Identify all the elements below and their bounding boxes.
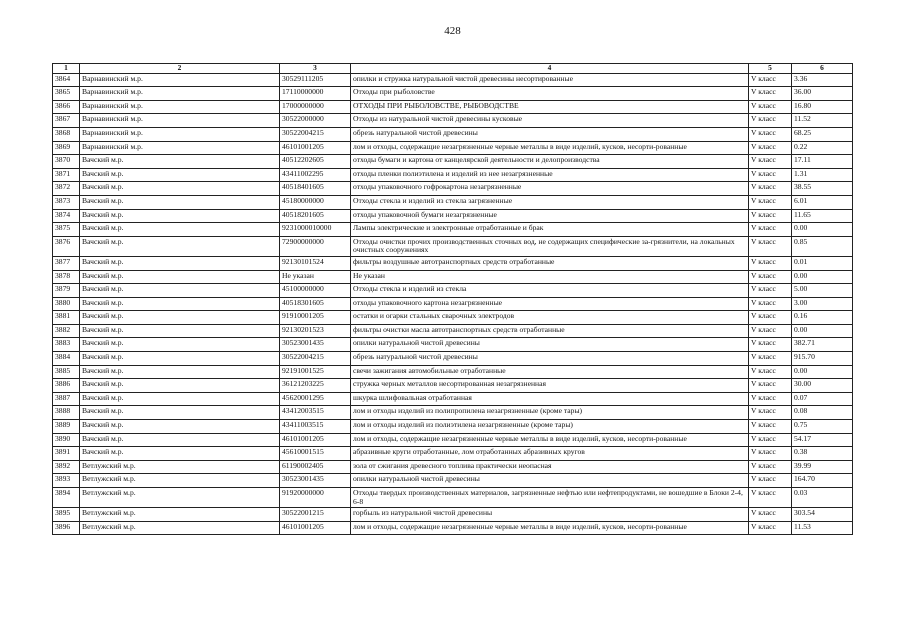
row-number-cell: 3865 [53, 87, 80, 101]
waste-description-cell: лом и отходы, содержащие незагрязненные черные металлы в виде изделий, кусков, несорти-рованные [351, 141, 749, 155]
waste-code-cell: 40518201605 [280, 209, 351, 223]
row-number-cell: 3895 [53, 508, 80, 522]
row-number-cell: 3880 [53, 297, 80, 311]
row-number-cell: 3866 [53, 100, 80, 114]
amount-cell: 38.55 [792, 182, 853, 196]
waste-code-cell: 30522004215 [280, 127, 351, 141]
row-number-cell: 3877 [53, 256, 80, 270]
page-number: 428 [444, 25, 461, 37]
table-row [53, 141, 853, 155]
table-row [53, 284, 853, 298]
table-row [53, 73, 853, 87]
waste-description-cell: Отходы из натуральной чистой древесины кусковые [351, 114, 749, 128]
table-row [53, 223, 853, 237]
table-row [53, 256, 853, 270]
waste-description-cell: Отходы очистки прочих производственных сточных вод, не содержащих специфические за-грязнители, на локальных очистных сооружениях [351, 236, 749, 256]
table-row [53, 338, 853, 352]
amount-cell: 68.25 [792, 127, 853, 141]
waste-code-cell: Не указан [280, 270, 351, 284]
district-cell: Вачский м.р. [80, 209, 280, 223]
waste-description-cell: лом и отходы, содержащие незагрязненные черные металлы в виде изделий, кусков, несорти-рованные [351, 433, 749, 447]
waste-description-cell: отходы упаковочного гофрокартона незагрязненные [351, 182, 749, 196]
hazard-class-cell: V класс [749, 406, 792, 420]
row-number-cell: 3884 [53, 352, 80, 366]
table-row [53, 297, 853, 311]
waste-code-cell: 92191001525 [280, 365, 351, 379]
table-row [53, 324, 853, 338]
district-cell: Вачский м.р. [80, 270, 280, 284]
district-cell: Вачский м.р. [80, 352, 280, 366]
hazard-class-cell: V класс [749, 521, 792, 535]
hazard-class-cell: V класс [749, 87, 792, 101]
waste-description-cell: Отходы при рыболовстве [351, 87, 749, 101]
table-row [53, 460, 853, 474]
waste-code-cell: 30523001435 [280, 338, 351, 352]
row-number-cell: 3894 [53, 488, 80, 508]
row-number-cell: 3896 [53, 521, 80, 535]
hazard-class-cell: V класс [749, 297, 792, 311]
waste-code-cell: 30523001435 [280, 474, 351, 488]
table-row [53, 508, 853, 522]
district-cell: Вачский м.р. [80, 324, 280, 338]
table-row [53, 521, 853, 535]
table-row [53, 127, 853, 141]
row-number-cell: 3868 [53, 127, 80, 141]
waste-description-cell: опилки натуральной чистой древесины [351, 474, 749, 488]
hazard-class-cell: V класс [749, 379, 792, 393]
amount-cell: 11.53 [792, 521, 853, 535]
amount-cell: 3.36 [792, 73, 853, 87]
amount-cell: 11.52 [792, 114, 853, 128]
row-number-cell: 3870 [53, 155, 80, 169]
waste-code-cell: 45610001515 [280, 447, 351, 461]
row-number-cell: 3892 [53, 460, 80, 474]
waste-description-cell: ОТХОДЫ ПРИ РЫБОЛОВСТВЕ, РЫБОВОДСТВЕ [351, 100, 749, 114]
amount-cell: 0.85 [792, 236, 853, 256]
row-number-cell: 3869 [53, 141, 80, 155]
table-row [53, 420, 853, 434]
hazard-class-cell: V класс [749, 324, 792, 338]
hazard-class-cell: V класс [749, 209, 792, 223]
hazard-class-cell: V класс [749, 270, 792, 284]
waste-description-cell: шкурка шлифовальная отработанная [351, 392, 749, 406]
district-cell: Вачский м.р. [80, 284, 280, 298]
district-cell: Вачский м.р. [80, 447, 280, 461]
table-row [53, 392, 853, 406]
district-cell: Вачский м.р. [80, 379, 280, 393]
amount-cell: 0.38 [792, 447, 853, 461]
waste-code-cell: 61190002405 [280, 460, 351, 474]
amount-cell: 303.54 [792, 508, 853, 522]
table-row [53, 114, 853, 128]
district-cell: Варнавинский м.р. [80, 114, 280, 128]
district-cell: Вачский м.р. [80, 155, 280, 169]
district-cell: Вачский м.р. [80, 311, 280, 325]
waste-description-cell: абразивные круги отработанные, лом отработанных абразивных кругов [351, 447, 749, 461]
waste-code-cell: 46101001205 [280, 141, 351, 155]
hazard-class-cell: V класс [749, 508, 792, 522]
district-cell: Варнавинский м.р. [80, 141, 280, 155]
row-number-cell: 3888 [53, 406, 80, 420]
table-row [53, 182, 853, 196]
waste-code-cell: 46101001205 [280, 433, 351, 447]
district-cell: Вачский м.р. [80, 168, 280, 182]
table-row [53, 209, 853, 223]
hazard-class-cell: V класс [749, 392, 792, 406]
district-cell: Вачский м.р. [80, 182, 280, 196]
table-row [53, 365, 853, 379]
row-number-cell: 3891 [53, 447, 80, 461]
district-cell: Вачский м.р. [80, 195, 280, 209]
row-number-cell: 3864 [53, 73, 80, 87]
table-row [53, 195, 853, 209]
amount-cell: 0.01 [792, 256, 853, 270]
column-header: 6 [792, 64, 853, 74]
amount-cell: 0.03 [792, 488, 853, 508]
hazard-class-cell: V класс [749, 182, 792, 196]
row-number-cell: 3893 [53, 474, 80, 488]
column-header: 1 [53, 64, 80, 74]
waste-code-cell: 30522000000 [280, 114, 351, 128]
waste-code-cell: 9231000010000 [280, 223, 351, 237]
waste-code-cell: 30529111205 [280, 73, 351, 87]
hazard-class-cell: V класс [749, 236, 792, 256]
district-cell: Варнавинский м.р. [80, 127, 280, 141]
row-number-cell: 3873 [53, 195, 80, 209]
waste-description-cell: Лампы электрические и электронные отработанные и брак [351, 223, 749, 237]
waste-description-cell: обрезь натуральной чистой древесины [351, 127, 749, 141]
waste-description-cell: отходы упаковочного картона незагрязненные [351, 297, 749, 311]
waste-description-cell: зола от сжигания древесного топлива практически неопасная [351, 460, 749, 474]
amount-cell: 30.00 [792, 379, 853, 393]
amount-cell: 39.99 [792, 460, 853, 474]
hazard-class-cell: V класс [749, 474, 792, 488]
row-number-cell: 3887 [53, 392, 80, 406]
hazard-class-cell: V класс [749, 338, 792, 352]
row-number-cell: 3879 [53, 284, 80, 298]
amount-cell: 382.71 [792, 338, 853, 352]
amount-cell: 0.00 [792, 365, 853, 379]
row-number-cell: 3876 [53, 236, 80, 256]
table-row [53, 87, 853, 101]
amount-cell: 17.11 [792, 155, 853, 169]
row-number-cell: 3875 [53, 223, 80, 237]
amount-cell: 11.65 [792, 209, 853, 223]
table-row [53, 168, 853, 182]
district-cell: Вачский м.р. [80, 256, 280, 270]
row-number-cell: 3882 [53, 324, 80, 338]
hazard-class-cell: V класс [749, 195, 792, 209]
hazard-class-cell: V класс [749, 284, 792, 298]
waste-code-cell: 17000000000 [280, 100, 351, 114]
waste-description-cell: лом и отходы, содержащие незагрязненные черные металлы в виде изделий, кусков, несорти-рованные [351, 521, 749, 535]
district-cell: Ветлужский м.р. [80, 474, 280, 488]
waste-description-cell: стружка черных металлов несортированная незагрязненная [351, 379, 749, 393]
table-row [53, 433, 853, 447]
hazard-class-cell: V класс [749, 433, 792, 447]
amount-cell: 16.80 [792, 100, 853, 114]
hazard-class-cell: V класс [749, 73, 792, 87]
waste-code-cell: 43412003515 [280, 406, 351, 420]
table-row [53, 270, 853, 284]
waste-code-cell: 72900000000 [280, 236, 351, 256]
waste-code-cell: 17110000000 [280, 87, 351, 101]
amount-cell: 0.75 [792, 420, 853, 434]
hazard-class-cell: V класс [749, 447, 792, 461]
waste-code-cell: 45100000000 [280, 284, 351, 298]
waste-code-cell: 43411003515 [280, 420, 351, 434]
hazard-class-cell: V класс [749, 127, 792, 141]
hazard-class-cell: V класс [749, 141, 792, 155]
waste-code-cell: 30522001215 [280, 508, 351, 522]
district-cell: Вачский м.р. [80, 406, 280, 420]
waste-description-cell: Не указан [351, 270, 749, 284]
column-header: 2 [80, 64, 280, 74]
hazard-class-cell: V класс [749, 168, 792, 182]
waste-code-cell: 43411002295 [280, 168, 351, 182]
hazard-class-cell: V класс [749, 100, 792, 114]
district-cell: Вачский м.р. [80, 338, 280, 352]
hazard-class-cell: V класс [749, 155, 792, 169]
waste-code-cell: 40518301605 [280, 297, 351, 311]
table-row [53, 311, 853, 325]
table-row [53, 155, 853, 169]
table-row [53, 406, 853, 420]
district-cell: Ветлужский м.р. [80, 460, 280, 474]
waste-description-cell: фильтры очистки масла автотранспортных средств отработанные [351, 324, 749, 338]
waste-description-cell: Отходы стекла и изделий из стекла загрязненные [351, 195, 749, 209]
amount-cell: 0.00 [792, 223, 853, 237]
amount-cell: 0.00 [792, 270, 853, 284]
waste-description-cell: лом и отходы изделий из полиэтилена незагрязненные (кроме тары) [351, 420, 749, 434]
waste-code-cell: 92130101524 [280, 256, 351, 270]
waste-description-cell: обрезь натуральной чистой древесины [351, 352, 749, 366]
hazard-class-cell: V класс [749, 420, 792, 434]
header-row [53, 64, 853, 74]
district-cell: Вачский м.р. [80, 420, 280, 434]
district-cell: Вачский м.р. [80, 433, 280, 447]
amount-cell: 1.31 [792, 168, 853, 182]
amount-cell: 0.07 [792, 392, 853, 406]
waste-description-cell: отходы пленки полиэтилена и изделий из нее незагрязненные [351, 168, 749, 182]
hazard-class-cell: V класс [749, 488, 792, 508]
row-number-cell: 3871 [53, 168, 80, 182]
waste-code-cell: 92130201523 [280, 324, 351, 338]
waste-description-cell: горбыль из натуральной чистой древесины [351, 508, 749, 522]
row-number-cell: 3874 [53, 209, 80, 223]
district-cell: Варнавинский м.р. [80, 73, 280, 87]
row-number-cell: 3883 [53, 338, 80, 352]
waste-description-cell: отходы бумаги и картона от канцелярской деятельности и делопроизводства [351, 155, 749, 169]
district-cell: Вачский м.р. [80, 297, 280, 311]
amount-cell: 3.00 [792, 297, 853, 311]
waste-description-cell: остатки и огарки стальных сварочных электродов [351, 311, 749, 325]
district-cell: Ветлужский м.р. [80, 488, 280, 508]
amount-cell: 5.00 [792, 284, 853, 298]
district-cell: Ветлужский м.р. [80, 521, 280, 535]
table-row [53, 379, 853, 393]
waste-description-cell: опилки натуральной чистой древесины [351, 338, 749, 352]
district-cell: Ветлужский м.р. [80, 508, 280, 522]
waste-code-cell: 30522004215 [280, 352, 351, 366]
waste-code-cell: 45620001295 [280, 392, 351, 406]
district-cell: Варнавинский м.р. [80, 100, 280, 114]
table-row [53, 352, 853, 366]
waste-description-cell: опилки и стружка натуральной чистой древесины несортированные [351, 73, 749, 87]
table-row [53, 488, 853, 508]
hazard-class-cell: V класс [749, 311, 792, 325]
row-number-cell: 3872 [53, 182, 80, 196]
hazard-class-cell: V класс [749, 365, 792, 379]
amount-cell: 36.00 [792, 87, 853, 101]
waste-description-cell: фильтры воздушные автотранспортных средств отработанные [351, 256, 749, 270]
amount-cell: 0.08 [792, 406, 853, 420]
row-number-cell: 3890 [53, 433, 80, 447]
waste-code-cell: 36121203225 [280, 379, 351, 393]
waste-code-cell: 40512202605 [280, 155, 351, 169]
district-cell: Вачский м.р. [80, 223, 280, 237]
amount-cell: 0.16 [792, 311, 853, 325]
amount-cell: 54.17 [792, 433, 853, 447]
hazard-class-cell: V класс [749, 352, 792, 366]
waste-description-cell: отходы упаковочной бумаги незагрязненные [351, 209, 749, 223]
waste-description-cell: лом и отходы изделий из полипропилена незагрязненные (кроме тары) [351, 406, 749, 420]
row-number-cell: 3867 [53, 114, 80, 128]
waste-table [52, 63, 853, 535]
waste-description-cell: Отходы стекла и изделий из стекла [351, 284, 749, 298]
amount-cell: 915.70 [792, 352, 853, 366]
hazard-class-cell: V класс [749, 460, 792, 474]
waste-code-cell: 91920000000 [280, 488, 351, 508]
waste-code-cell: 40518401605 [280, 182, 351, 196]
column-header: 4 [351, 64, 749, 74]
waste-code-cell: 45180000000 [280, 195, 351, 209]
amount-cell: 164.70 [792, 474, 853, 488]
hazard-class-cell: V класс [749, 114, 792, 128]
district-cell: Вачский м.р. [80, 365, 280, 379]
table-row [53, 447, 853, 461]
district-cell: Вачский м.р. [80, 236, 280, 256]
district-cell: Варнавинский м.р. [80, 87, 280, 101]
amount-cell: 0.00 [792, 324, 853, 338]
row-number-cell: 3889 [53, 420, 80, 434]
column-header: 5 [749, 64, 792, 74]
row-number-cell: 3885 [53, 365, 80, 379]
amount-cell: 6.01 [792, 195, 853, 209]
hazard-class-cell: V класс [749, 223, 792, 237]
row-number-cell: 3886 [53, 379, 80, 393]
row-number-cell: 3881 [53, 311, 80, 325]
table-row [53, 236, 853, 256]
hazard-class-cell: V класс [749, 256, 792, 270]
amount-cell: 0.22 [792, 141, 853, 155]
district-cell: Вачский м.р. [80, 392, 280, 406]
waste-description-cell: Отходы твердых производственных материалов, загрязненные нефтью или нефтепродуктами, не вошедшие в Блоки 2-4, 6-8 [351, 488, 749, 508]
waste-code-cell: 91910001205 [280, 311, 351, 325]
table-row [53, 100, 853, 114]
column-header: 3 [280, 64, 351, 74]
table-row [53, 474, 853, 488]
waste-description-cell: свечи зажигания автомобильные отработанные [351, 365, 749, 379]
row-number-cell: 3878 [53, 270, 80, 284]
waste-code-cell: 46101001205 [280, 521, 351, 535]
